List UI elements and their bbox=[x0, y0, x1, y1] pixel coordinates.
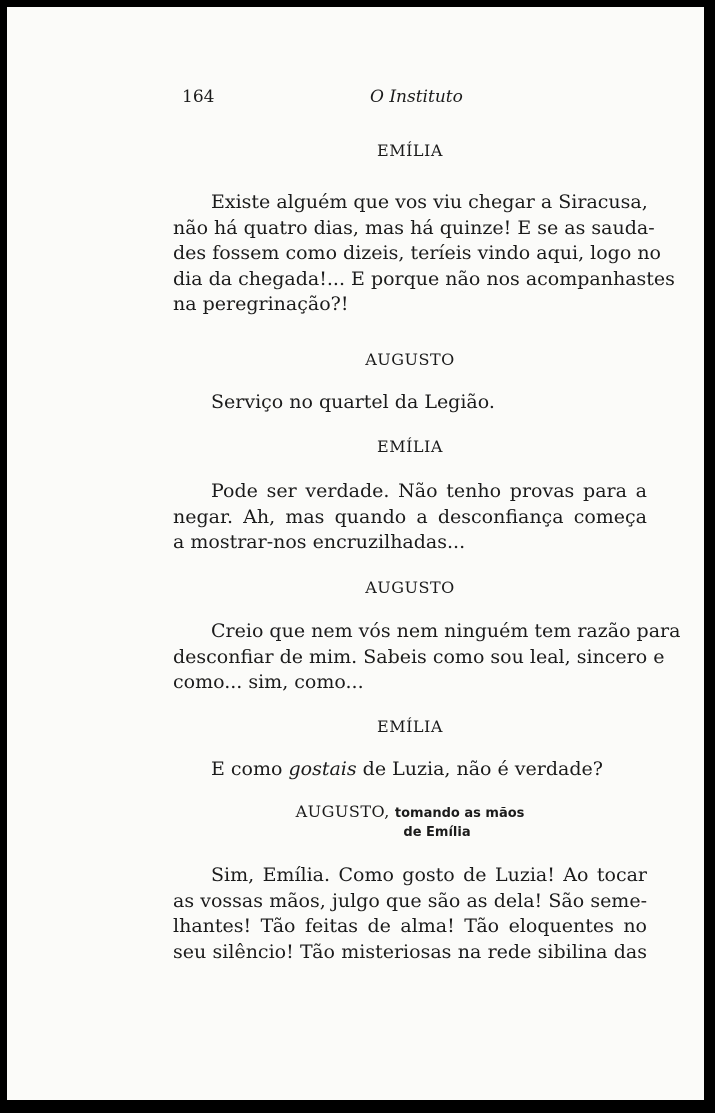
text-line: a mostrar-nos encruzilhadas... bbox=[173, 531, 466, 553]
speaker-name: EMÍLIA bbox=[377, 717, 443, 736]
page-number: 164 bbox=[182, 87, 215, 107]
speaker-name: EMÍLIA bbox=[377, 437, 443, 456]
text-line: Sim, Emília. Como gosto de Luzia! Ao tocar bbox=[211, 864, 647, 886]
emphasized-word: gostais bbox=[288, 758, 357, 780]
text-line: dia da chegada!... E porque não nos acompanhastes bbox=[173, 267, 675, 290]
dialogue-paragraph bbox=[173, 619, 681, 696]
book-page bbox=[7, 7, 704, 1100]
text-line: seu silêncio! Tão misteriosas na rede sibilina das bbox=[173, 940, 647, 963]
speaker-name: AUGUSTO bbox=[365, 578, 455, 597]
text-line: como... sim, como... bbox=[173, 671, 364, 693]
stage-direction: tomando as mãos bbox=[394, 806, 525, 821]
stage-direction: de Emília bbox=[403, 825, 471, 840]
text-line: Existe alguém que vos viu chegar a Siracusa, bbox=[211, 191, 648, 213]
text-line: Creio que nem vós nem ninguém tem razão para bbox=[211, 620, 681, 642]
text-line: não há quatro dias, mas há quinze! E se as sauda- bbox=[173, 216, 655, 239]
dialogue-paragraph bbox=[173, 757, 647, 783]
speaker-with-direction bbox=[173, 802, 647, 840]
dialogue-paragraph bbox=[173, 190, 675, 318]
page-header bbox=[173, 87, 647, 111]
text-line: Serviço no quartel da Legião. bbox=[211, 391, 495, 413]
text-line: desconfiar de mim. Sabeis como sou leal, sincero e bbox=[173, 645, 665, 668]
text-line: lhantes! Tão feitas de alma! Tão eloquentes no bbox=[173, 915, 647, 937]
text-line: Pode ser verdade. Não tenho provas para a bbox=[211, 480, 647, 502]
text-line: negar. Ah, mas quando a desconfiança começa bbox=[173, 505, 647, 528]
speaker-name: AUGUSTO bbox=[365, 350, 455, 369]
dialogue-paragraph bbox=[173, 479, 647, 556]
text-line: na peregrinação?! bbox=[173, 293, 349, 315]
speaker-name: EMÍLIA bbox=[377, 141, 443, 160]
text-line: des fossem como dizeis, teríeis vindo aqui, logo no bbox=[173, 242, 661, 264]
speaker-name: AUGUSTO, bbox=[295, 802, 390, 821]
text-segment: de Luzia, não é verdade? bbox=[356, 758, 603, 780]
text-line bbox=[173, 757, 647, 783]
dialogue-paragraph bbox=[173, 863, 647, 965]
dialogue-paragraph bbox=[173, 390, 647, 416]
running-title: O Instituto bbox=[370, 87, 463, 107]
text-segment: E como bbox=[211, 758, 289, 780]
text-line: as vossas mãos, julgo que são as dela! São seme- bbox=[173, 889, 647, 912]
